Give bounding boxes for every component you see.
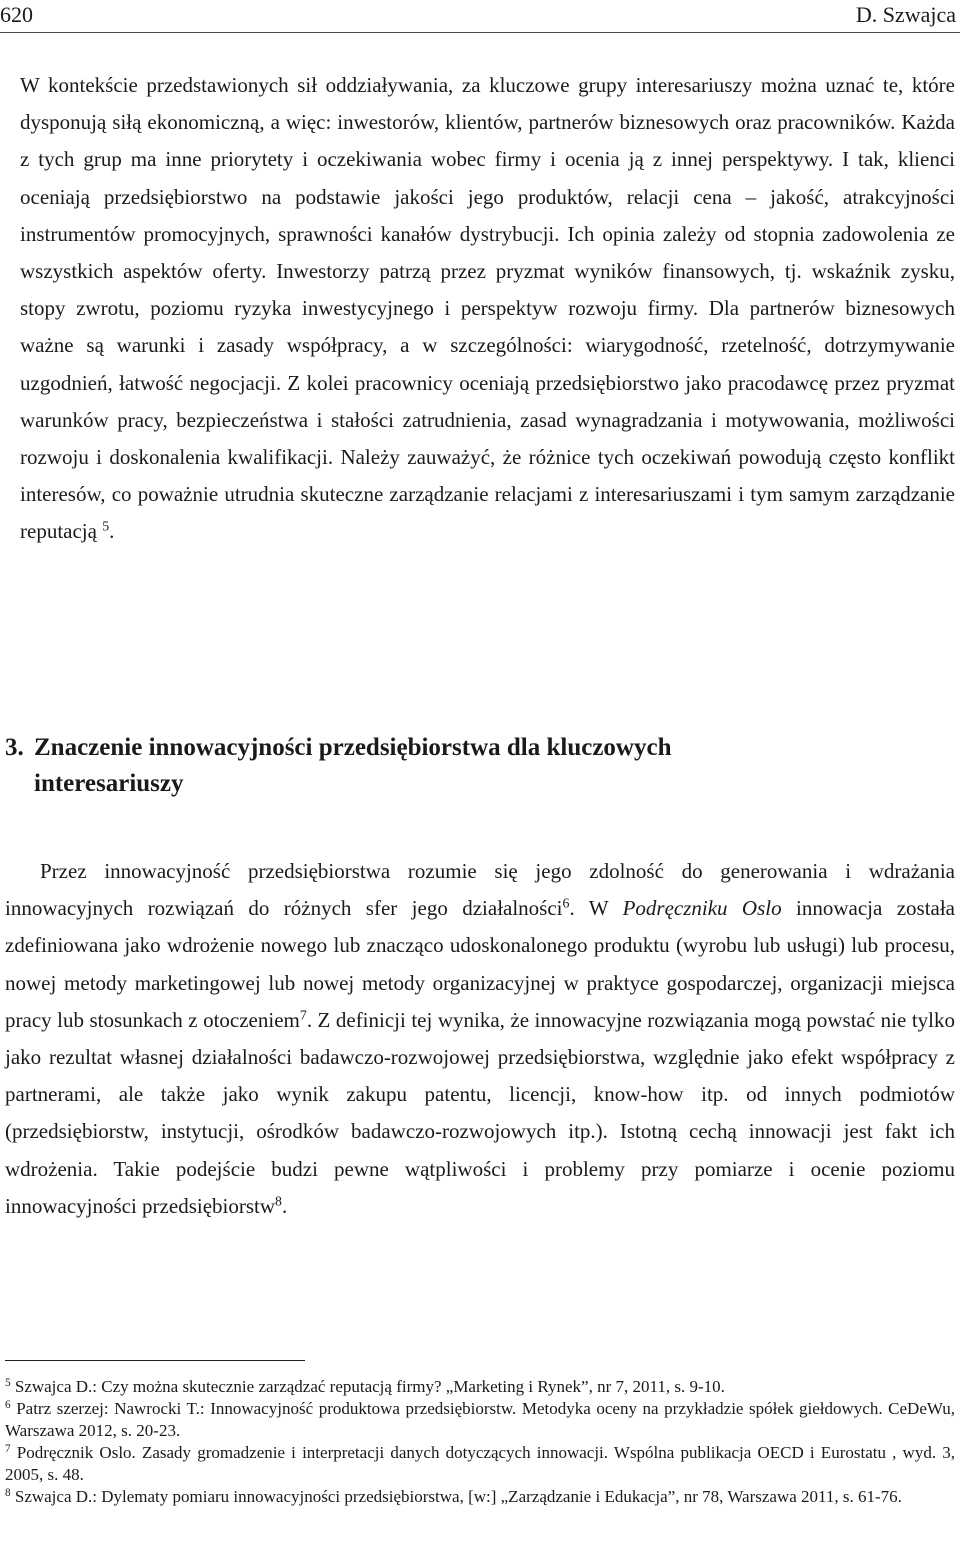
- section-heading: [5, 730, 950, 802]
- paragraph-text-b: . W: [569, 896, 623, 921]
- section-number: 3.: [5, 734, 24, 761]
- footnote-number: 5: [5, 1376, 11, 1389]
- paragraph-tail: .: [281, 1193, 288, 1218]
- footnote-ref[interactable]: 6: [562, 895, 570, 911]
- paragraph-innovation: [5, 853, 955, 1225]
- paragraph-text: W kontekście przedstawionych sił oddziaływania, za kluczowe grupy interesariuszy można uznać te, które dysponują siłą ekonomiczną, a więc: inwestorów, klientów, partnerów biznesowych oraz pracowników. Każda z tych grup ma inne priorytety i oczekiwania wobec firmy i ocenia ją z innej perspektywy. I tak, klienci oceniają przedsiębiorstwo na podstawie jakości jego produktów, relacji cena – jakość, atrakcyjności instrumentów promocyjnych, sprawności kanałów dystrybucji. Ich opinia zależy od stopnia zadowolenia ze wszystkich aspektów oferty. Inwestorzy patrzą przez pryzmat wyników finansowych, tj. wskaźnik zysku, stopy zwrotu, poziomu ryzyka inwestycyjnego i perspektyw rozwoju firmy. Dla partnerów biznesowych ważne są warunki i zasady współpracy, a w szczególności: wiarygodność, rzetelność, dotrzymywanie uzgodnień, łatwość negocjacji. Z kolei pracownicy oceniają przedsiębiorstwo jako pracodawcę przez pryzmat warunków pracy, bezpieczeństwa i stałości zatrudnienia, zasad wynagradzania i motywowania, możliwości rozwoju i doskonalenia kwalifikacji. Należy zauważyć, że różnice tych oczekiwań powodują często konflikt interesów, co poważnie utrudnia skuteczne zarządzanie relacjami z interesariuszami i tym samym zarządzanie reputacją: [20, 73, 955, 544]
- section-title-line2: interesariuszy: [34, 770, 184, 797]
- footnote-text: Szwajca D.: Dylematy pomiaru innowacyjności przedsiębiorstwa, [w:] „Zarządzanie i Edukacja”, nr 78, Warszawa 2011, s. 61-76.: [14, 1487, 902, 1506]
- footnote-ref[interactable]: 5: [102, 518, 110, 534]
- footnotes: [5, 1376, 955, 1508]
- oslo-manual-title: Podręczniku Oslo: [622, 896, 782, 921]
- paragraph-tail: .: [109, 519, 115, 544]
- paragraph-text-c: innowacja została zdefiniowana jako wdrożenie nowego lub znacząco udoskonalonego produktu (wyrobu lub usługi) lub procesu, nowej metody marketingowej lub nowej metody organizacyjnej w praktyce gospodarczej, organizacji miejsca pracy lub stosunkach z otoczeniem: [5, 896, 955, 1032]
- footnote-text: Szwajca D.: Czy można skutecznie zarządzać reputacją firmy? „Marketing i Rynek”, nr 7, 2011, s. 9-10.: [14, 1377, 725, 1396]
- footnote-number: 6: [5, 1398, 11, 1411]
- running-head: D. Szwajca: [855, 2, 956, 27]
- page-header: [0, 0, 960, 33]
- footnote-ref[interactable]: 7: [299, 1007, 307, 1023]
- paragraph-stakeholders: [20, 67, 955, 551]
- footnote-number: 7: [5, 1442, 11, 1455]
- footnote-separator: [5, 1360, 305, 1361]
- paragraph-text-d: . Z definicji tej wynika, że innowacyjne rozwiązania mogą powstać nie tylko jako rezultat własnej działalności badawczo-rozwojowej przedsiębiorstwa, względnie jako efekt współpracy z partnerami, ale także jako wynik zakupu patentu, licencji, know-how itp. od innych podmiotów (przedsiębiorstw, instytucji, ośrodków badawczo-rozwojowych itp.). Istotną cechą innowacji jest fakt ich wdrożenia. Takie podejście budzi pewne wątpliwości i problemy przy pomiarze i ocenie poziomu innowacyjności przedsiębiorstw: [5, 1007, 955, 1218]
- footnote-ref[interactable]: 8: [275, 1193, 282, 1209]
- footnote-item: [5, 1398, 955, 1442]
- footnote-item: [5, 1376, 955, 1398]
- footnote-text: Patrz szerzej: Nawrocki T.: Innowacyjność produktowa przedsiębiorstw. Metodyka oceny na przykładzie spółek giełdowych. CeDeWu, Warszawa 2012, s. 20-23.: [5, 1399, 955, 1440]
- footnote-number: 8: [5, 1486, 11, 1499]
- paragraph-text-a: Przez innowacyjność przedsiębiorstwa rozumie się jego zdolność do generowania i wdrażania innowacyjnych rozwiązań do różnych sfer jego działalności: [5, 859, 955, 921]
- page-number: 620: [0, 2, 33, 27]
- footnote-text: Podręcznik Oslo. Zasady gromadzenie i interpretacji danych dotyczących innowacji. Wspólna publikacja OECD i Eurostatu , wyd. 3, 2005, s. 48.: [5, 1443, 956, 1484]
- section-title-line1: Znaczenie innowacyjności przedsiębiorstwa dla kluczowych: [34, 734, 672, 761]
- footnote-item: [5, 1486, 955, 1508]
- footnote-item: [5, 1442, 955, 1486]
